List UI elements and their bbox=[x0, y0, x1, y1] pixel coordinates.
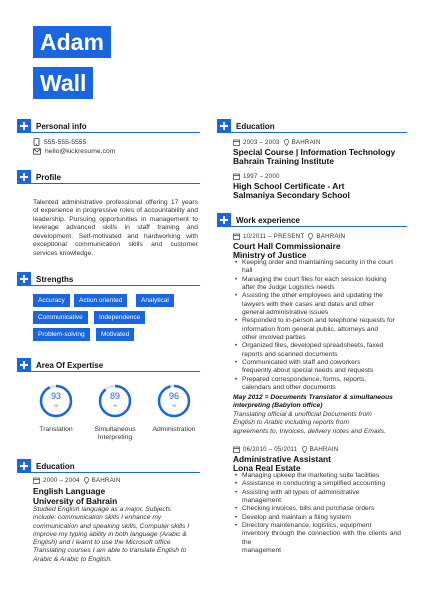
education-header bbox=[17, 459, 75, 473]
section-divider bbox=[217, 226, 407, 227]
work-header bbox=[217, 213, 300, 227]
job-note-heading bbox=[233, 394, 403, 411]
plus-icon bbox=[217, 119, 231, 133]
strength-tag: Communicative bbox=[33, 311, 88, 324]
degree-title: Special Course | Information Technology bbox=[233, 147, 396, 157]
gauge-value: 96 bbox=[168, 391, 179, 401]
phone-icon bbox=[33, 138, 40, 146]
strength-tag: Motivated bbox=[96, 328, 134, 341]
degree-title: English Language bbox=[33, 486, 106, 496]
desc-line: communication and speaking skills, Computer skills I bbox=[33, 522, 190, 530]
calendar-icon bbox=[233, 233, 240, 240]
entry-meta bbox=[233, 139, 321, 146]
profile-header bbox=[17, 170, 61, 184]
note-line: Translating official & unofficial Documents from bbox=[233, 411, 372, 418]
gauge-value: 89 bbox=[109, 391, 120, 401]
strength-tag: Accuracy bbox=[33, 294, 70, 307]
section-title: Strengths bbox=[36, 274, 74, 284]
job-title: Court Hall Commissionaire bbox=[233, 241, 341, 251]
desc-line: English) and I learnt to use the Microsoft office bbox=[33, 539, 171, 547]
expertise-gauge bbox=[39, 384, 73, 418]
personal-info-header bbox=[17, 119, 87, 133]
first-name: Adam bbox=[33, 26, 111, 58]
section-title: Education bbox=[236, 121, 275, 131]
job-meta bbox=[233, 446, 338, 453]
plus-icon bbox=[17, 358, 31, 372]
job-location: BAHRAIN bbox=[316, 233, 346, 240]
list-item: • Communicated with staff and coworkers frequently about special needs and requests bbox=[233, 359, 401, 376]
section-divider bbox=[217, 132, 407, 133]
entry-dates: 1997 – 2000 bbox=[243, 173, 280, 180]
job-meta bbox=[233, 233, 345, 240]
section-divider bbox=[17, 472, 200, 473]
gauge-unit: % bbox=[54, 403, 58, 408]
strength-tag: Problem-solving bbox=[33, 328, 90, 341]
section-divider bbox=[17, 285, 200, 286]
section-divider bbox=[17, 183, 200, 184]
gauge-unit: % bbox=[113, 403, 117, 408]
phone-value: 555-555-5555 bbox=[44, 138, 87, 146]
note-line: English to Arabic including reports from bbox=[233, 419, 350, 427]
desc-line: Translating courses I am able to translate English to bbox=[33, 547, 187, 555]
entry-dates: 2000 – 2004 bbox=[43, 477, 80, 484]
entry-meta bbox=[33, 477, 121, 484]
list-item: • Keeping order and maintaining security in the court hall bbox=[233, 259, 401, 276]
email-value[interactable]: hello@kickresume.com bbox=[45, 148, 116, 155]
calendar-icon bbox=[233, 446, 240, 453]
degree-title: High School Certificate - Art bbox=[233, 181, 345, 191]
job-location: BAHRAIN bbox=[309, 446, 339, 453]
list-item: • Directory maintenance, logistics, equipment inventory through the connection with the clients and the management bbox=[233, 522, 401, 555]
plus-icon bbox=[217, 213, 231, 227]
entry-location: BAHRAIN bbox=[91, 477, 121, 484]
desc-line: Arabic & Arabic to English. bbox=[33, 555, 112, 563]
location-pin-icon bbox=[308, 233, 313, 240]
strength-tag: Action oriented bbox=[74, 294, 127, 307]
school-name: University of Bahrain bbox=[33, 496, 118, 506]
entry-dates: 2003 – 2003 bbox=[243, 139, 280, 146]
education-description bbox=[33, 506, 203, 564]
entry-location: BAHRAIN bbox=[291, 139, 321, 146]
location-pin-icon bbox=[84, 477, 89, 484]
list-item: • Develop and maintain a filing system bbox=[233, 514, 401, 522]
section-divider bbox=[17, 132, 200, 133]
plus-icon bbox=[17, 459, 31, 473]
job-org: Lona Real Estate bbox=[233, 463, 301, 473]
note-line: agreements to, Invoices, delivery notes and Emails. bbox=[233, 427, 386, 435]
section-title: Area Of Expertise bbox=[36, 360, 104, 370]
list-item: • Organized files, developed spreadsheets, faxed reports and scanned documents bbox=[233, 342, 401, 359]
email-row bbox=[33, 148, 115, 155]
profile-text: Talented administrative professional offering 17 years of experience in progressive roles of accountability and leadership. Pursuing opportunities in management to leverage advanced skills in staff training and development. Self-motivated and hardworking with exceptional communication skills and customer services knowledge. bbox=[33, 199, 198, 257]
job-title: Administrative Assistant bbox=[233, 454, 331, 464]
desc-line: improve my typing ability in both language (Arabic & bbox=[33, 530, 187, 538]
calendar-icon bbox=[33, 477, 40, 484]
list-item: • Checking invoices, bills and purchase orders bbox=[233, 505, 401, 513]
gauge-label-line: Simultaneous bbox=[94, 426, 136, 433]
location-pin-icon bbox=[284, 139, 289, 146]
list-item: • Managing upkeep the marketing suite facilities bbox=[233, 472, 401, 480]
expertise-header bbox=[17, 358, 103, 372]
strength-tag: Independence bbox=[94, 311, 145, 324]
gauge-label: Translation bbox=[39, 426, 73, 433]
expertise-gauge bbox=[98, 384, 132, 418]
entry-meta bbox=[233, 173, 280, 180]
phone-row bbox=[33, 138, 86, 146]
gauge-label-line: Interpreting bbox=[97, 434, 133, 442]
expertise-gauge bbox=[157, 384, 191, 418]
job-note bbox=[233, 411, 403, 436]
note-line: interpreting (Babylon office) bbox=[233, 402, 323, 410]
job-org: Ministry of Justice bbox=[233, 250, 307, 260]
section-title: Profile bbox=[36, 172, 61, 182]
note-line: May 2012 = Documents Translator & simultaneous bbox=[233, 394, 393, 401]
plus-icon bbox=[17, 272, 31, 286]
list-item: • Managing the court files for each session looking after the Judge Logistics needs bbox=[233, 276, 401, 293]
section-divider bbox=[17, 371, 200, 372]
job-dates: 06/2010 – 05/2011 bbox=[243, 446, 298, 453]
gauge-unit: % bbox=[172, 403, 176, 408]
education-header-right bbox=[217, 119, 275, 133]
list-item: • Assistance in conducting a simplified accounting bbox=[233, 480, 401, 488]
section-title: Education bbox=[36, 461, 75, 471]
list-item: • Assisting with all types of administrative management bbox=[233, 489, 401, 506]
gauge-label: Administration bbox=[152, 426, 196, 433]
gauge-value: 93 bbox=[50, 391, 61, 401]
section-title: Work experience bbox=[236, 215, 300, 225]
desc-line: include: communication skills I enhance my bbox=[33, 514, 162, 522]
desc-line: Studied English language as a major, Subjects bbox=[33, 506, 171, 513]
envelope-icon bbox=[33, 148, 41, 155]
calendar-icon bbox=[233, 139, 240, 146]
strength-tag: Analytical bbox=[136, 294, 174, 307]
section-title: Personal info bbox=[36, 121, 87, 131]
job-bullets bbox=[233, 259, 401, 393]
plus-icon bbox=[17, 119, 31, 133]
school-name: Salmaniya Secondary School bbox=[233, 190, 350, 200]
location-pin-icon bbox=[302, 446, 307, 453]
gauge-label bbox=[85, 426, 145, 443]
strengths-header bbox=[17, 272, 73, 286]
job-dates: 10/2011 – PRESENT bbox=[243, 233, 305, 240]
list-item: • Prepared correspondence, forms, reports, calendars and other documents bbox=[233, 376, 401, 393]
job-bullets bbox=[233, 472, 401, 555]
school-name: Bahrain Training Institute bbox=[233, 156, 334, 166]
list-item: • Responded to in-person and telephone requests for information from general public, attorneys and other involved parties bbox=[233, 317, 401, 342]
list-item: • Assisting the other employees and updating the lawyers with their cases and dates and other general administrative issues bbox=[233, 292, 401, 317]
calendar-icon bbox=[233, 173, 240, 180]
plus-icon bbox=[17, 170, 31, 184]
last-name: Wall bbox=[33, 67, 93, 99]
